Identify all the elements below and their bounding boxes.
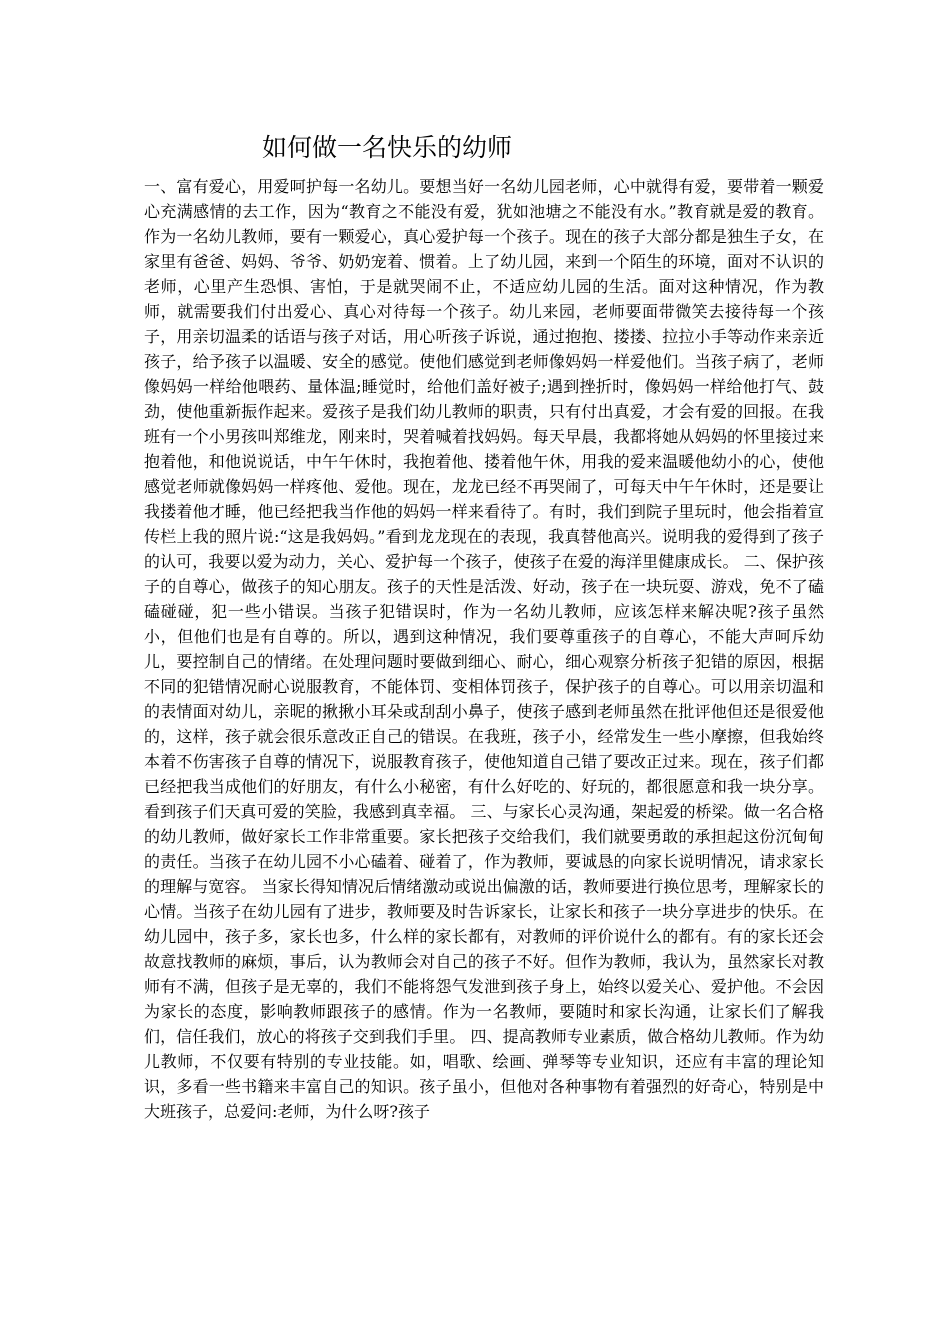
document-body: 一、富有爱心，用爱呵护每一名幼儿。要想当好一名幼儿园老师，心中就得有爱，要带着一颗爱心充满感情的去工作，因为“教育之不能没有爱，犹如池塘之不能没有水。”教育就是爱的教育。作为一名幼儿教师，要有一颗爱心，真心爱护每一个孩子。现在的孩子大部分都是独生子女，在家里有爸爸、妈妈、爷爷、奶奶宠着、惯着。上了幼儿园，来到一个陌生的环境，面对不认识的老师，心里产生恐惧、害怕，于是就哭闹不止，不适应幼儿园的生活。面对这种情况，作为教师，就需要我们付出爱心、真心对待每一个孩子。幼儿来园，老师要面带微笑去接待每一个孩子，用亲切温柔的话语与孩子对话，用心听孩子诉说，通过抱抱、搂搂、拉拉小手等动作来亲近孩子，给予孩子以温暖、安全的感觉。使他们感觉到老师像妈妈一样爱他们。当孩子病了，老师像妈妈一样给他喂药、量体温;睡觉时，给他们盖好被子;遇到挫折时，像妈妈一样给他打气、鼓劲，使他重新振作起来。爱孩子是我们幼儿教师的职责，只有付出真爱，才会有爱的回报。在我班有一个小男孩叫郑维龙，刚来时，哭着喊着找妈妈。每天早晨，我都将她从妈妈的怀里接过来抱着他，和他说说话，中午午休时，我抱着他、搂着他午休，用我的爱来温暖他幼小的心，使他感觉老师就像妈妈一样疼他、爱他。现在，龙龙已经不再哭闹了，可每天中午午休时，还是要让我搂着他才睡，他已经把我当作他的妈妈一样来看待了。有时，我们到院子里玩时，他会指着宣传栏上我的照片说:“这是我妈妈。”看到龙龙现在的表现，我真替他高兴。说明我的爱得到了孩子的认可，我要以爱为动力，关心、爱护每一个孩子，使孩子在爱的海洋里健康成长。 二、保护孩子的自尊心，做孩子的知心朋友。孩子的天性是活泼、好动，孩子在一块玩耍、游戏，免不了磕磕碰碰，犯一些小错误。当孩子犯错误时，作为一名幼儿教师，应该怎样来解决呢?孩子虽然小，但他们也是有自尊的。所以，遇到这种情况，我们要尊重孩子的自尊心，不能大声呵斥幼儿，要控制自己的情绪。在处理问题时要做到细心、耐心，细心观察分析孩子犯错的原因，根据不同的犯错情况耐心说服教育，不能体罚、变相体罚孩子，保护孩子的自尊心。可以用亲切温和的表情面对幼儿，亲昵的揪揪小耳朵或刮刮小鼻子，使孩子感到老师虽然在批评他但还是很爱他的，这样，孩子就会很乐意改正自己的错误。在我班，孩子小，经常发生一些小摩擦，但我始终本着不伤害孩子自尊的情况下，说服教育孩子，使他知道自己错了要改正过来。现在，孩子们都已经把我当成他们的好朋友，有什么小秘密，有什么好吃的、好玩的，都很愿意和我一块分享。看到孩子们天真可爱的笑脸，我感到真幸福。 三、与家长心灵沟通，架起爱的桥梁。做一名合格的幼儿教师，做好家长工作非常重要。家长把孩子交给我们，我们就要勇敢的承担起这份沉甸甸的责任。当孩子在幼儿园不小心磕着、碰着了，作为教师，要诚恳的向家长说明情况，请求家长的理解与宽容。 当家长得知情况后情绪激动或说出偏激的话，教师要进行换位思考，理解家长的心情。当孩子在幼儿园有了进步，教师要及时告诉家长，让家长和孩子一块分享进步的快乐。在幼儿园中，孩子多，家长也多，什么样的家长都有，对教师的评价说什么的都有。有的家长还会故意找教师的麻烦，事后，认为教师会对自己的孩子不好。但作为教师，我认为，虽然家长对教师有不满，但孩子是无辜的，我们不能将怨气发泄到孩子身上，始终以爱关心、爱护他。不会因为家长的态度，影响教师跟孩子的感情。作为一名教师，要随时和家长沟通，让家长们了解我们，信任我们，放心的将孩子交到我们手里。 四、提高教师专业素质，做合格幼儿教师。作为幼儿教师，不仅要有特别的专业技能。如，唱歌、绘画、弹琴等专业知识，还应有丰富的理论知识，多看一些书籍来丰富自己的知识。孩子虽小，但他对各种事物有着强烈的好奇心，特别是中大班孩子，总爱问:老师，为什么呀?孩子 (144, 177, 824, 1121)
document-title: 如何做一名快乐的幼师 (262, 133, 513, 162)
